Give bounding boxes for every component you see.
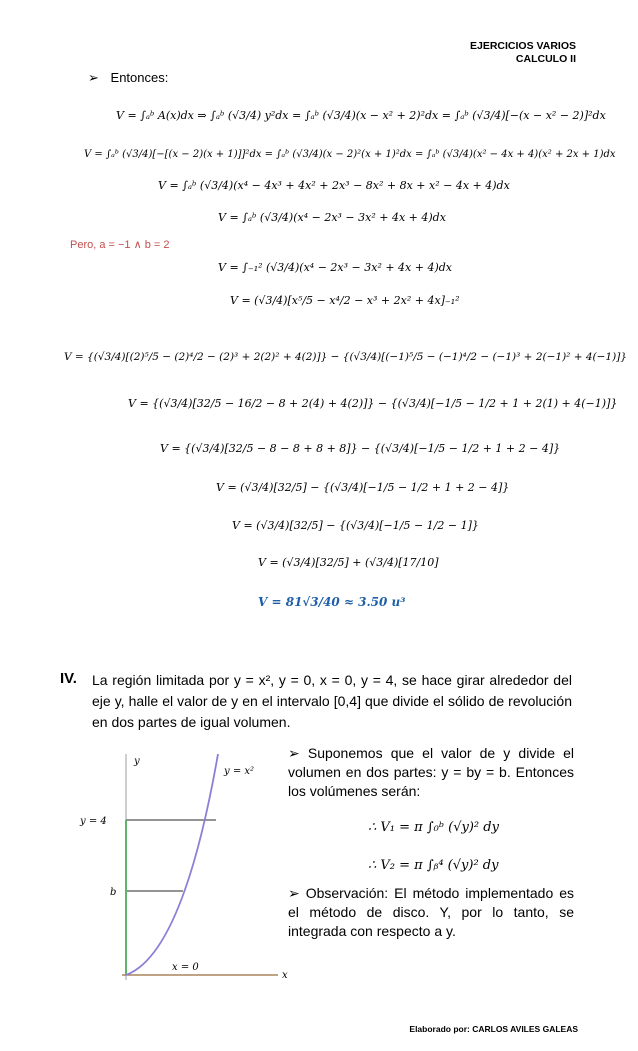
equation-7: V = {(√3/4)[(2)⁵/5 − (2)⁴/2 − (2)³ + 2(2)² + 4(2)]} − {(√3/4)[(−1)⁵/5 − (−1)⁴/2 − (−1)³ + 2(−1)² + 4(−1)]} xyxy=(64,351,627,363)
footer-author: Elaborado por: CARLOS AVILES GALEAS xyxy=(409,1024,578,1034)
equation-8: V = {(√3/4)[32/5 − 16/2 − 8 + 2(4) + 4(2)]} − {(√3/4)[−1/5 − 1/2 + 1 + 2(1) + 4(−1)]} xyxy=(128,397,618,410)
x-axis-label: x xyxy=(282,970,288,981)
equation-5: V = ∫₋₁² (√3/4)(x⁴ − 2x³ − 3x² + 4x + 4)dx xyxy=(218,261,453,274)
y4-label: y = 4 xyxy=(80,816,107,827)
y-axis-label: y xyxy=(134,756,140,767)
equation-4: V = ∫ₐᵇ (√3/4)(x⁴ − 2x³ − 3x² + 4x + 4)dx xyxy=(218,211,446,224)
region-graph xyxy=(78,754,288,984)
parabola-curve xyxy=(126,754,218,975)
arrow-bullet-icon: ➢ xyxy=(288,885,300,901)
header-subtitle: CALCULO II xyxy=(515,53,576,65)
arrow-bullet-icon: ➢ xyxy=(88,70,99,85)
x0-label: x = 0 xyxy=(172,962,199,973)
volume-eq-1: ∴ V₁ = π ∫₀ᵇ (√y)² dy xyxy=(368,820,499,835)
equation-6: V = (√3/4)[x⁵/5 − x⁴/2 − x³ + 2x² + 4x]₋₁² xyxy=(230,294,460,307)
observation-text: Observación: El método implementado es el método de disco. Y, por lo tanto, se integrada con respecto a y. xyxy=(288,885,574,939)
supposition-paragraph xyxy=(288,744,574,801)
observation-block xyxy=(288,884,574,941)
right-column xyxy=(288,744,574,801)
supposition-text: Suponemos que el valor de y divide el volumen en dos partes: y = by = b. Entonces los volúmenes serán: xyxy=(288,745,575,799)
header-title: EJERCICIOS VARIOS xyxy=(470,40,576,52)
b-label: b xyxy=(110,887,117,898)
equation-1: V = ∫ₐᵇ A(x)dx ⇒ ∫ₐᵇ (√3/4) y²dx = ∫ₐᵇ (√3/4)(x − x² + 2)²dx = ∫ₐᵇ (√3/4)[−(x − x² − 2)]²dx xyxy=(116,109,606,122)
equation-2: V = ∫ₐᵇ (√3/4)[−[(x − 2)(x + 1)]]²dx = ∫ₐᵇ (√3/4)(x − 2)²(x + 1)²dx = ∫ₐᵇ (√3/4)(x² − 4x + 4)(x² + 2x + 1)dx xyxy=(84,149,616,160)
equation-3: V = ∫ₐᵇ (√3/4)(x⁴ − 4x³ + 4x² + 2x³ − 8x² + 8x + x² − 4x + 4)dx xyxy=(158,179,510,192)
volume-eq-2: ∴ V₂ = π ∫ᵦ⁴ (√y)² dy xyxy=(368,858,499,873)
section-number: IV. xyxy=(60,670,77,687)
equation-10: V = (√3/4)[32/5] − {(√3/4)[−1/5 − 1/2 + 1 + 2 − 4]} xyxy=(216,481,510,494)
arrow-bullet-icon: ➢ xyxy=(288,745,300,761)
equation-12: V = (√3/4)[32/5] + (√3/4)[17/10] xyxy=(258,556,439,569)
intro-line xyxy=(88,70,168,86)
final-result: V = 81√3/40 ≈ 3.50 u³ xyxy=(258,595,406,609)
intro-label: Entonces: xyxy=(110,70,169,85)
curve-label: y = x² xyxy=(224,766,255,777)
pero-condition: Pero, a = −1 ∧ b = 2 xyxy=(70,239,170,251)
equation-11: V = (√3/4)[32/5] − {(√3/4)[−1/5 − 1/2 − 1]} xyxy=(232,519,479,532)
section-statement: La región limitada por y = x², y = 0, x = 0, y = 4, se hace girar alrededor del eje y, halle el valor de y en el intervalo [0,4] que divide el sólido de revolución en dos partes de igual volumen. xyxy=(92,672,572,730)
equation-9: V = {(√3/4)[32/5 − 8 − 8 + 8 + 8]} − {(√3/4)[−1/5 − 1/2 + 1 + 2 − 4]} xyxy=(160,442,561,455)
